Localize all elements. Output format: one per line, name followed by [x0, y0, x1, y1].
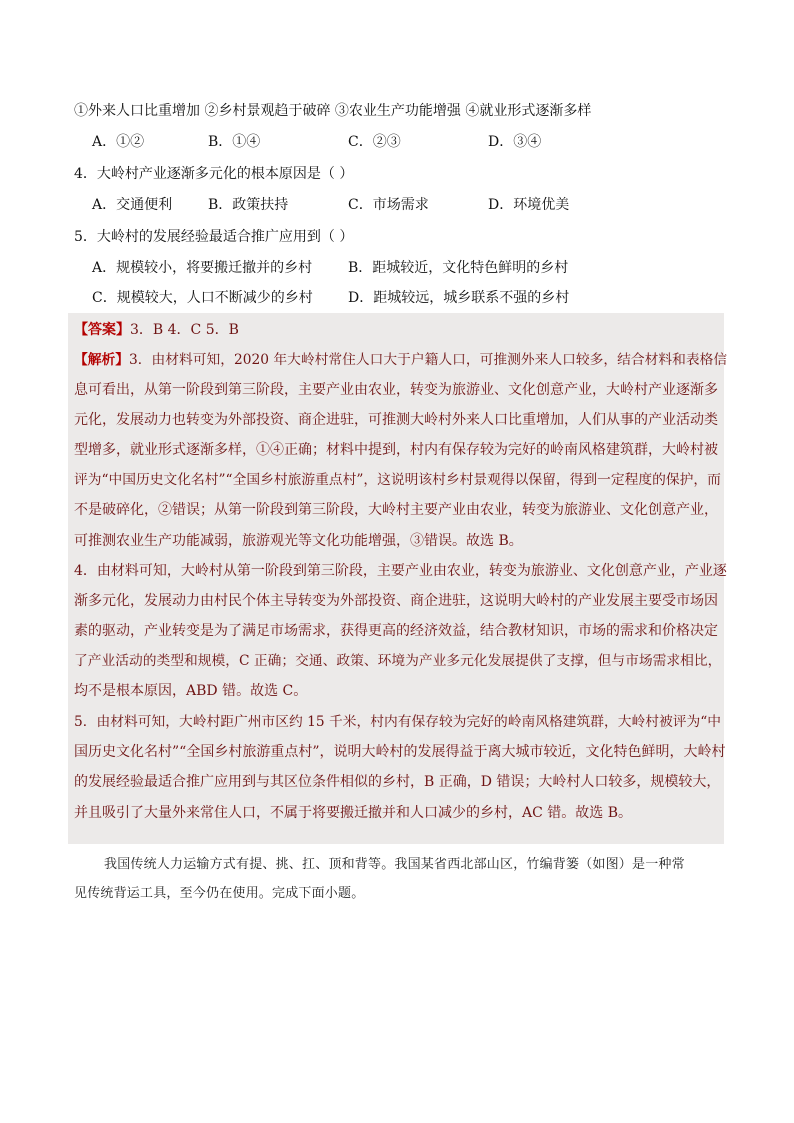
q5-option-b: B．距城较近，文化特色鲜明的乡村	[348, 260, 569, 276]
q3-option-d: D．③④	[488, 134, 542, 150]
analysis-line-3: 元化，发展动力也转变为外部投资、商企进驻，可推测大岭村外来人口比重增加，人们从事的产业活动类	[74, 412, 718, 428]
q3-statements: ①外来人口比重增加 ②乡村景观趋于破碎 ③农业生产功能增强 ④就业形式逐渐多样	[74, 103, 592, 119]
q3-option-b: B．①④	[208, 134, 261, 150]
analysis-line-1	[74, 350, 727, 370]
analysis-tag: 【解析】	[74, 352, 130, 368]
q3-option-a: A．①②	[92, 134, 145, 150]
q4-option-a: A．交通便利	[92, 197, 173, 213]
q5-stem: 5．大岭村的发展经验最适合推广应用到（ ）	[74, 229, 354, 245]
analysis-line-7: 可推测农业生产功能减弱，旅游观光等文化功能增强，③错误。故选 B。	[74, 533, 523, 549]
material-line-2: 见传统背运工具，至今仍在使用。完成下面小题。	[74, 886, 365, 901]
q5-option-a: A．规模较小，将要搬迁撤并的乡村	[92, 260, 313, 276]
analysis-line-12: 均不是根本原因，ABD 错。故选 C。	[74, 683, 308, 699]
analysis-line-9: 渐多元化，发展动力由村民个体主导转变为外部投资、商企进驻，这说明大岭村的产业发展主要受市场因	[74, 593, 718, 609]
q4-option-b: B．政策扶持	[208, 197, 289, 213]
answer-line	[74, 320, 239, 340]
analysis-line-14: 国历史文化名村”“全国乡村旅游重点村”，说明大岭村的发展得益于离大城市较近，文化特色鲜明，大岭村	[74, 744, 726, 760]
material-line-1: 我国传统人力运输方式有提、挑、扛、顶和背等。我国某省西北部山区，竹编背篓（如图）是一种常	[104, 857, 685, 872]
q4-options	[92, 195, 569, 215]
q5-options-row2	[92, 288, 569, 308]
analysis-line-5: 评为“中国历史文化名村”“全国乡村旅游重点村”，这说明该村乡村景观得以保留，得到一定程度的保护，而	[74, 472, 721, 488]
analysis-line-10: 素的驱动，产业转变是为了满足市场需求，获得更高的经济效益，结合教材知识，市场的需求和价格决定	[74, 623, 718, 639]
answer-text: 3．B 4．C 5．B	[130, 322, 239, 338]
analysis-line-13: 5．由材料可知，大岭村距广州市区约 15 千米，村内有保存较为完好的岭南风格建筑群，大岭村被评为“中	[74, 714, 722, 730]
q4-option-c: C．市场需求	[348, 197, 429, 213]
q5-options-row1	[92, 258, 568, 278]
answer-analysis-box	[68, 313, 728, 844]
analysis-text: 3．由材料可知，2020 年大岭村常住人口大于户籍人口，可推测外来人口较多，结合材料和表格信	[129, 352, 728, 368]
answer-tag: 【答案】	[74, 322, 130, 338]
analysis-line-11: 了产业活动的类型和规模，C 正确；交通、政策、环境为产业多元化发展提供了支撑，但与市场需求相比，	[74, 653, 722, 669]
analysis-line-6: 不是破碎化，②错误；从第一阶段到第三阶段，大岭村主要产业由农业，转变为旅游业、文化创意产业，	[74, 502, 718, 518]
q4-option-d: D．环境优美	[488, 197, 570, 213]
analysis-line-2: 息可看出，从第一阶段到第三阶段，主要产业由农业，转变为旅游业、文化创意产业，大岭村产业逐渐多	[74, 382, 718, 398]
q4-stem: 4．大岭村产业逐渐多元化的根本原因是（ ）	[74, 166, 354, 182]
analysis-line-16: 并且吸引了大量外来常住人口，不属于将要搬迁撤并和人口减少的乡村，AC 错。故选 B。	[74, 805, 633, 821]
q5-option-d: D．距城较远，城乡联系不强的乡村	[348, 290, 570, 306]
q3-option-c: C．②③	[348, 134, 401, 150]
q5-option-c: C．规模较大，人口不断减少的乡村	[92, 290, 313, 306]
q3-options	[92, 132, 541, 152]
analysis-line-15: 的发展经验最适合推广应用到与其区位条件相似的乡村，B 正确，D 错误；大岭村人口较多，规模较大，	[74, 774, 721, 790]
analysis-line-4: 型增多，就业形式逐渐多样，①④正确；材料中提到，村内有保存较为完好的岭南风格建筑群，大岭村被	[74, 442, 718, 458]
analysis-line-8: 4．由材料可知，大岭村从第一阶段到第三阶段，主要产业由农业，转变为旅游业、文化创意产业，产业逐	[74, 563, 727, 579]
